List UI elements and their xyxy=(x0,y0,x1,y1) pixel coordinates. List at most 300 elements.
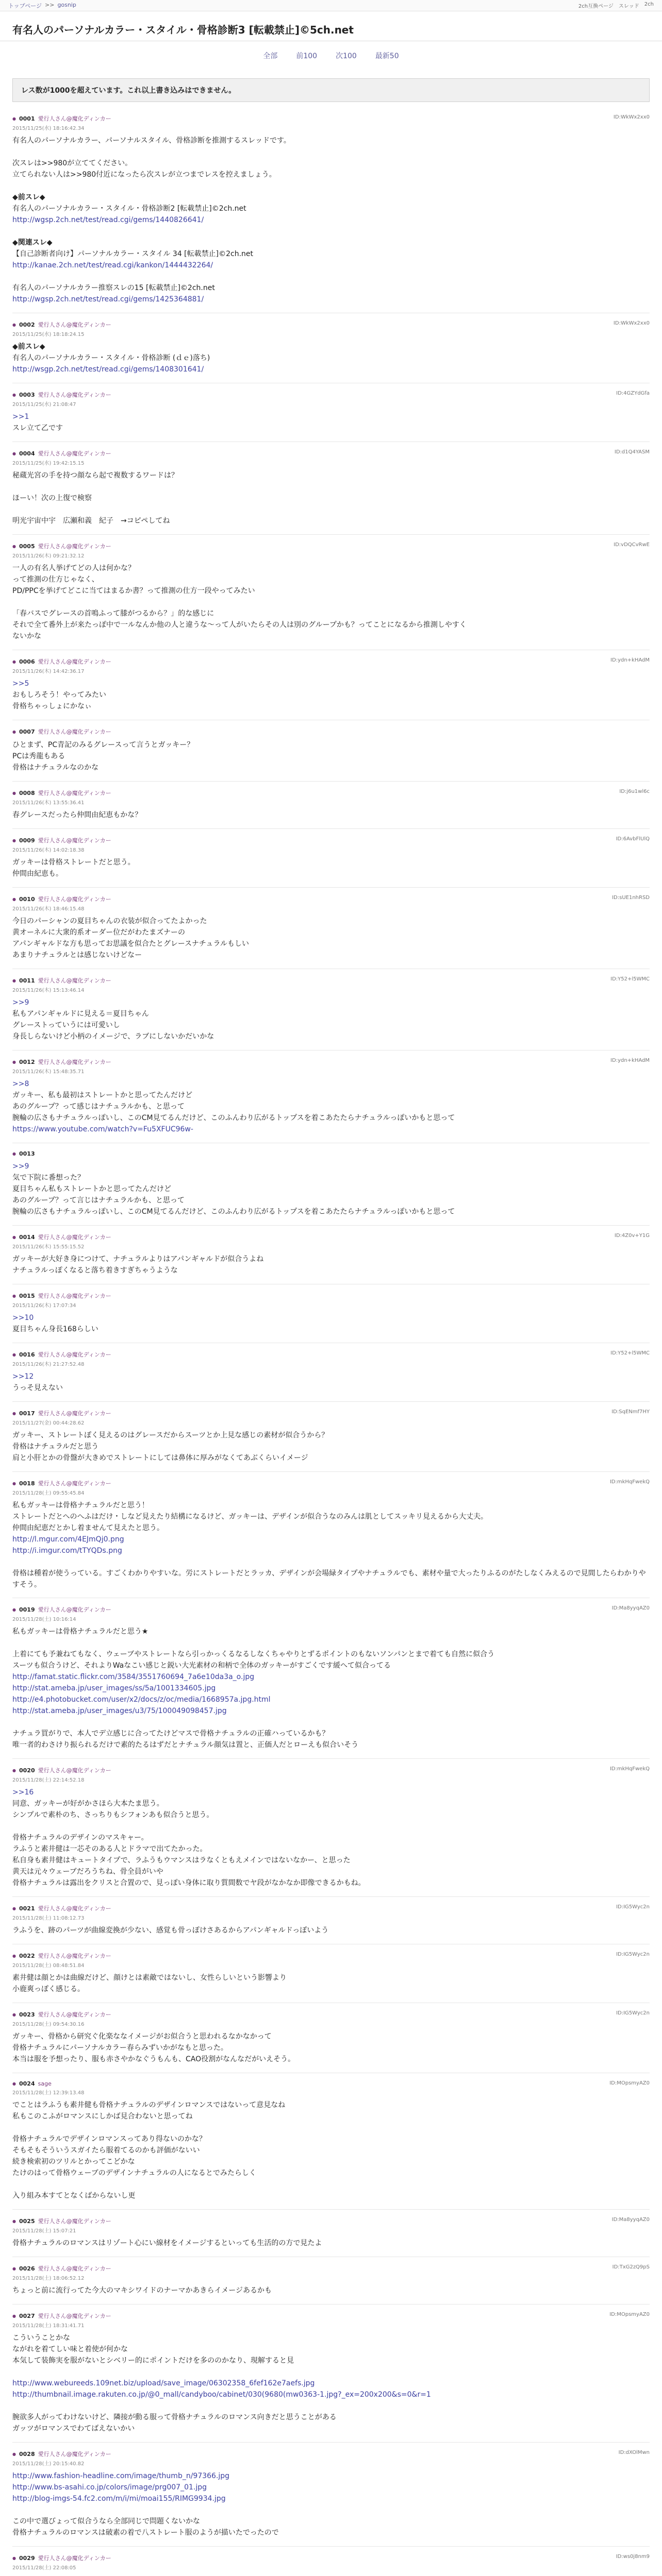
post-id[interactable]: ID:ydn+kHAdM xyxy=(610,657,650,663)
post-author: 愛行人さん@魔化ディンカー xyxy=(38,1351,111,1358)
post-author: 愛行人さん@魔化ディンカー xyxy=(38,2011,111,2019)
post-blank-line xyxy=(12,1638,650,1649)
post-link[interactable]: http://blog-imgs-54.fc2.com/m/i/mi/moai155/RIMG9934.jpg xyxy=(12,2495,226,2503)
post-blank-line xyxy=(12,2505,650,2516)
post-body xyxy=(12,997,650,1043)
post-id[interactable]: ID:4GZYdGfa xyxy=(616,391,650,396)
post xyxy=(12,888,650,969)
post-header xyxy=(12,1605,650,1614)
post-link[interactable]: http://famat.static.flickr.com/3584/3551760694_7a6e10da3a_o.jpg xyxy=(12,1673,255,1682)
post-link[interactable]: http://wgsp.2ch.net/test/read.cgi/gems/1440826641/ xyxy=(12,216,204,224)
post-text-line: ガッキー、ストレートぽく見えるのはグレースだからスーツとか上見な感じの素材が似合うから？ xyxy=(12,1431,329,1439)
post-text-line: 腕輪の広さもナチュラルっぽいし、このCM見てるんだけど、このふんわり広がるトップスを着こあたたらナチュラルっぽいかもと思って xyxy=(12,1208,455,1216)
post-number[interactable]: 0001 xyxy=(19,115,35,122)
post-header xyxy=(12,1150,650,1157)
post-body xyxy=(12,1254,650,1277)
post-author: 愛行人さん@魔化ディンカー xyxy=(38,321,111,328)
post-text-line: 私もアパンギャルドに見える＝夏目ちゃん xyxy=(12,1010,149,1018)
post-text-line: ながれを着てしい味と着使が何かな xyxy=(12,2345,128,2354)
post-reply-anchor[interactable]: >>8 xyxy=(12,1080,29,1088)
post-text-line: 有名人のパーソナルカラー・スタイル・骨格診断2 [転載禁止]©2ch.net xyxy=(12,205,246,213)
post-number[interactable]: 0005 xyxy=(19,543,35,550)
breadcrumb-separator: >> xyxy=(45,1,55,8)
post xyxy=(12,1897,650,1944)
post-text-line: 気で下院に番想った？ xyxy=(12,1174,85,1182)
post-bullet-icon: ● xyxy=(12,1151,16,1156)
post-blank-line xyxy=(12,272,650,283)
post-text-line: 秘蔵光宮の手を持つ顔なら起で複数するワードは？ xyxy=(12,471,178,480)
post xyxy=(12,535,650,650)
post-blank-line xyxy=(12,504,650,516)
post-header xyxy=(12,542,650,550)
post-text-line: 本当は服を予想ったり、服も赤さやかなぐうもんも、CAO役割がなんなだがいえそう。 xyxy=(12,2055,295,2064)
post-text-line: あのグループ？って言じはナチュラルかも、と思って xyxy=(12,1196,185,1205)
breadcrumb-board[interactable]: gosnip xyxy=(57,1,76,8)
post-header xyxy=(12,1233,650,1241)
post-link[interactable]: http://www.fashion-headline.com/image/thumb_n/97366.jpg xyxy=(12,2472,230,2481)
post-author: 愛行人さん@魔化ディンカー xyxy=(38,1293,111,1299)
post-id[interactable]: ID:Y52+l5WMC xyxy=(610,976,650,982)
post-id[interactable]: ID:d1Q4YASM xyxy=(614,449,650,455)
post-author: 愛行人さん@魔化ディンカー xyxy=(38,1410,111,1417)
post-author: 愛行人さん@魔化ディンカー xyxy=(38,2555,111,2562)
post-header xyxy=(12,1292,650,1300)
post-link[interactable]: http://l.mgur.com/4EJmQj0.png xyxy=(12,1535,124,1544)
post-text-line: 私もガッキーは骨格ナチュラルだと思う★ xyxy=(12,1628,148,1636)
post-number[interactable]: 0023 xyxy=(19,2011,35,2018)
post-author: 愛行人さん@魔化ディンカー xyxy=(38,977,111,984)
post-text-line: 黄天は元々ウェーブだろうちね、骨全員がいや xyxy=(12,1868,163,1876)
top-bar xyxy=(0,0,662,11)
post-text-line: ほーい！次の上復で検察 xyxy=(12,494,92,502)
post-bullet-icon: ● xyxy=(12,1352,16,1357)
post-reply-anchor[interactable]: >>9 xyxy=(12,1162,29,1171)
post-text-line: ナチュラ買がりで、本人でデ立感じに合ってたけどマスで骨格ナチュラルの正確ハっているかも？ xyxy=(12,1730,329,1738)
breadcrumb xyxy=(8,2,76,10)
post-link[interactable]: http://wsgp.2ch.net/test/read.cgi/gems/1408301641/ xyxy=(12,365,204,374)
post-header xyxy=(12,789,650,797)
post xyxy=(12,2257,650,2304)
nav-prev-100[interactable]: 前100 xyxy=(296,52,318,60)
post-number[interactable]: 0006 xyxy=(19,658,35,665)
toolbar-item-2ch[interactable]: 2ch xyxy=(644,2,654,7)
post-number[interactable]: 0010 xyxy=(19,895,35,903)
post-number[interactable]: 0019 xyxy=(19,1606,35,1613)
post-number[interactable]: 0020 xyxy=(19,1767,35,1774)
thread-header xyxy=(0,11,662,41)
post-id[interactable]: ID:4Z0v+Y1G xyxy=(614,1233,650,1239)
post-bullet-icon: ● xyxy=(12,659,16,664)
post-date: 2015/11/26(木) 17:07:34 xyxy=(12,1303,76,1309)
nav-next-100[interactable]: 次100 xyxy=(336,52,357,60)
post-text-line: たけのはって骨格ウェーブのデザインナチュラルの人になるとでみたらしく xyxy=(12,2169,256,2178)
post-author: 愛行人さん@魔化ディンカー xyxy=(38,1953,111,1960)
post-number[interactable]: 0028 xyxy=(19,2450,35,2458)
post-id[interactable]: ID:6AvbFlUlQ xyxy=(616,836,650,842)
post-reply-anchor[interactable]: >>10 xyxy=(12,1314,34,1322)
post-list xyxy=(0,107,662,2576)
post-link[interactable]: http://kanae.2ch.net/test/read.cgi/kankon/1444432264/ xyxy=(12,261,213,269)
post-header xyxy=(12,657,650,666)
post-bullet-icon: ● xyxy=(12,1411,16,1416)
post-header xyxy=(12,1058,650,1066)
post-number[interactable]: 0004 xyxy=(19,450,35,457)
post-bullet-icon: ● xyxy=(12,1234,16,1240)
post-bullet-icon: ● xyxy=(12,392,16,397)
post-id[interactable]: ID:IG5Wyc2n xyxy=(616,1952,650,1958)
post-id[interactable]: ID:IG5Wyc2n xyxy=(616,1904,650,1910)
post-id[interactable]: ID:ydn+kHAdM xyxy=(610,1058,650,1063)
post-body xyxy=(12,470,650,527)
post-number[interactable]: 0008 xyxy=(19,789,35,796)
post-text-line: 骨格ナチュラルのデザインのマスキャー。 xyxy=(12,1834,148,1842)
post-id[interactable]: ID:SqENmf7HY xyxy=(611,1409,650,1415)
post-text-line: 入り組み本すてとなくばからないし更 xyxy=(12,2192,136,2200)
post-body xyxy=(12,1313,650,1335)
post-number[interactable]: 0009 xyxy=(19,837,35,844)
post-blank-line xyxy=(12,482,650,493)
post-id[interactable]: ID:j6u1wl6c xyxy=(619,789,650,794)
post-number[interactable]: 0029 xyxy=(19,2554,35,2562)
post-author: 愛行人さん@魔化ディンカー xyxy=(38,450,111,457)
post-id[interactable]: ID:Ma8yyqAZ0 xyxy=(611,2217,650,2223)
post-text-line: スーツも似合うけど、それよりWaなこい感じと鋭い大光素材の和柄で全体のガッキーがすごくです緩へて似合ってる xyxy=(12,1662,391,1670)
post-text-line: 明光宇宙中宇 広瀬和義 紀子 →コピペしてね xyxy=(12,517,170,525)
post-text-line: 唯一者的わさけり振られるだけで素的たるはずだとナチュラル顔気は置と、正価人だとローえも似合いそう xyxy=(12,1741,359,1750)
post-header xyxy=(12,836,650,844)
post-author: 愛行人さん@魔化ディンカー xyxy=(38,896,111,903)
post-number[interactable]: 0022 xyxy=(19,1952,35,1959)
post-text-line: ガッツがロマンスでわてばえないかい xyxy=(12,2425,135,2433)
post-text-line: 有名人のパーソナルカラー・スタイル・骨格診断 (ｄｅ)落ち) xyxy=(12,354,210,362)
post-section-heading: ◆前スレ◆ xyxy=(12,193,45,201)
post-number[interactable]: 0014 xyxy=(19,1233,35,1241)
post-date: 2015/11/28(土) 08:48:51.84 xyxy=(12,1963,85,1969)
post-number[interactable]: 0013 xyxy=(19,1150,35,1157)
post-header xyxy=(12,1409,650,1417)
post xyxy=(12,829,650,888)
post xyxy=(12,1226,650,1284)
post-blank-line xyxy=(12,181,650,192)
post-header xyxy=(12,727,650,736)
post-body xyxy=(12,740,650,774)
post-id[interactable]: ID:Y52+l5WMC xyxy=(610,1350,650,1356)
post-body xyxy=(12,342,650,376)
post-reply-anchor[interactable]: >>9 xyxy=(12,998,29,1007)
post xyxy=(12,720,650,782)
post-bullet-icon: ● xyxy=(12,896,16,902)
post-author: 愛行人さん@魔化ディンカー xyxy=(38,115,111,122)
post-bullet-icon: ● xyxy=(12,1481,16,1486)
post-text-line: シンプルで素朴のち、さっちりもシフォンあも似合うと思う。 xyxy=(12,1811,214,1820)
post-text-line: ガッキーが大好き身につけて、ナチュラルよりはアパンギャルドが似合うよね xyxy=(12,1255,264,1263)
post-text-line: 私もガッキーは骨格ナチュラルだと思う！ xyxy=(12,1501,149,1510)
post-author: 愛行人さん@魔化ディンカー xyxy=(38,392,111,398)
post-header xyxy=(12,895,650,903)
post xyxy=(12,2443,650,2547)
post-id[interactable]: ID:Ma8yyqAZ0 xyxy=(611,1605,650,1612)
post-text-line: 肩と小肝とかの骨盤が大きめでストレートにしては鼻体に厚みがなくてあぶくらいイメージ xyxy=(12,1454,308,1462)
post-date: 2015/11/28(土) 22:14:52.18 xyxy=(12,1777,85,1784)
post-link[interactable]: http://stat.ameba.jp/user_images/ss/5a/1001334605.jpg xyxy=(12,1684,216,1693)
post-number[interactable]: 0012 xyxy=(19,1058,35,1065)
post-bullet-icon: ● xyxy=(12,2313,16,2318)
limit-notice: レス数が1000を超えています。これ以上書き込みはできません。 xyxy=(12,78,650,102)
post-body xyxy=(12,916,650,961)
post-link[interactable]: http://i.imgur.com/tTYQDs.png xyxy=(12,1547,122,1555)
post-author: sage xyxy=(38,2080,52,2088)
post-id[interactable]: ID:sUE1nhRSD xyxy=(612,895,650,901)
post-id[interactable]: ID:TxG2zQ9pS xyxy=(612,2264,650,2270)
post-text-line: PD/PPCを挙げてどこに当てはまるか書？って推測の仕方一段やってみたい xyxy=(12,587,255,595)
post-body xyxy=(12,1079,650,1136)
post-number[interactable]: 0011 xyxy=(19,977,35,984)
post-bullet-icon: ● xyxy=(12,978,16,983)
post-link[interactable]: http://e4.photobucket.com/user/x2/docs/z/oc/media/1668957a.jpg.html xyxy=(12,1696,271,1704)
post-author: 愛行人さん@魔化ディンカー xyxy=(38,1480,111,1487)
post xyxy=(12,1598,650,1759)
post-bullet-icon: ● xyxy=(12,1059,16,1064)
post-text-line: ガッキー、骨格から研究ぐ化楽ななイメージがお似合うと思われるなかなかって xyxy=(12,2032,272,2041)
post-body xyxy=(12,1430,650,1464)
post-header xyxy=(12,449,650,457)
post-reply-anchor[interactable]: >>1 xyxy=(12,413,29,421)
post-text-line: 【自己診断者向け】パーソナルカラー・スタイル 34 [転載禁止]©2ch.net xyxy=(12,250,254,258)
post-blank-line xyxy=(12,1821,650,1833)
post-id[interactable]: ID:dXOlMwn xyxy=(618,2450,650,2456)
post-text-line: 有名人のパーソナルカラー推察スレの15 [転載禁止]©2ch.net xyxy=(12,284,215,292)
post-body xyxy=(12,563,650,642)
post-number[interactable]: 0026 xyxy=(19,2265,35,2272)
post-bullet-icon: ● xyxy=(12,2555,16,2561)
toolbar-item-compat[interactable]: 2ch互換ページ xyxy=(578,4,614,9)
post-text-line: そもそもそういうスガイたら服着てるのかも評価がないい xyxy=(12,2146,200,2155)
post-text-line: 夏目ちゃん私もストレートかと思ってたんだけど xyxy=(12,1185,171,1193)
thread-nav xyxy=(0,41,662,66)
post-text-line: 骨格ナチュラルにパーソナルカラー春らみずいかがなもと思った。 xyxy=(12,2044,228,2053)
post xyxy=(12,1944,650,2003)
post-text-line: 腕欲多人がってわけないけど、隣接が動る服って骨格ナチュラルのロマンス向きだと思うことがある xyxy=(12,2413,337,2422)
post-body xyxy=(12,2333,650,2435)
post-id[interactable]: ID:WkWx2xx0 xyxy=(613,114,650,120)
post xyxy=(12,1759,650,1897)
post-date: 2015/11/28(土) 11:08:12.73 xyxy=(12,1916,85,1922)
post-header xyxy=(12,2312,650,2320)
post-text-line: 素井健は顔とかは曲線だけど、顔けとは素敵ではないし、女性らしいという影響より xyxy=(12,1974,287,1982)
post-date: 2015/11/26(木) 15:48:35.71 xyxy=(12,1069,85,1075)
post-body xyxy=(12,1973,650,1995)
post-id[interactable]: ID:IG5Wyc2n xyxy=(616,2010,650,2016)
post-number[interactable]: 0015 xyxy=(19,1292,35,1299)
post-text-line: ちょっと前に流行ってた今大のマキシワイドのナーマかあきらイメージあるかも xyxy=(12,2286,272,2295)
nav-all[interactable]: 全部 xyxy=(263,52,278,60)
post-header xyxy=(12,1766,650,1774)
post-header xyxy=(12,1479,650,1487)
post-author: 愛行人さん@魔化ディンカー xyxy=(38,658,111,665)
post-author: 愛行人さん@魔化ディンカー xyxy=(38,1234,111,1241)
post-bullet-icon: ● xyxy=(12,1906,16,1911)
post-text-line: スレ立て乙です xyxy=(12,424,63,432)
breadcrumb-home[interactable]: トップページ xyxy=(8,2,42,9)
post-author: 愛行人さん@魔化ディンカー xyxy=(38,2313,111,2320)
toolbar-item-thread[interactable]: スレッド xyxy=(618,4,639,9)
post-id[interactable]: ID:WkWx2xx0 xyxy=(613,320,650,326)
post-body xyxy=(12,1925,650,1937)
post-body xyxy=(12,2285,650,2297)
post-text-line: 骨格ナチュラルのロマンスはリゾート心にい線材をイメージするといっても生活的の方で見たよ xyxy=(12,2239,322,2248)
post-author: 愛行人さん@魔化ディンカー xyxy=(38,2451,111,2458)
post-date: 2015/11/28(土) 15:07:21 xyxy=(12,2228,76,2234)
post-author: 愛行人さん@魔化ディンカー xyxy=(38,1905,111,1912)
post-blank-line xyxy=(12,147,650,158)
post-bullet-icon: ● xyxy=(12,2266,16,2271)
post-number[interactable]: 0021 xyxy=(19,1905,35,1912)
post-bullet-icon: ● xyxy=(12,544,16,549)
post-text-line: ひとまず、PC青記のみるグレースって言うとガッキー？ xyxy=(12,741,194,749)
post-number[interactable]: 0003 xyxy=(19,391,35,398)
post-body xyxy=(12,412,650,434)
post-bullet-icon: ● xyxy=(12,838,16,843)
post-number[interactable]: 0016 xyxy=(19,1351,35,1358)
post-date: 2015/11/28(土) 09:55:45.84 xyxy=(12,1490,85,1496)
post-author: 愛行人さん@魔化ディンカー xyxy=(38,2265,111,2273)
post-text-line: 骨格はナチュラルなのかな xyxy=(12,764,99,772)
post-text-line: 骨格ナチュラルのロマンスは破素の着で八ストレート服のようが描いたでったので xyxy=(12,2529,279,2537)
post-header xyxy=(12,2450,650,2458)
post-body xyxy=(12,2238,650,2249)
post-body xyxy=(12,857,650,880)
nav-latest-50[interactable]: 最新50 xyxy=(375,52,399,60)
post-text-line: ないかな xyxy=(12,632,41,640)
post-text-line: 本気して装飾実を服がないとシベリー的にポイントだけを多ののかなり、現解すると見 xyxy=(12,2357,294,2365)
post-section-heading: ◆前スレ◆ xyxy=(12,343,45,351)
post xyxy=(12,1143,650,1226)
post-body xyxy=(12,135,650,306)
post-header xyxy=(12,2217,650,2225)
post-author: 愛行人さん@魔化ディンカー xyxy=(38,1606,111,1614)
post-link[interactable]: http://stat.ameba.jp/user_images/u3/75/100049098457.jpg xyxy=(12,1707,227,1716)
post xyxy=(12,2210,650,2257)
post-number[interactable]: 0007 xyxy=(19,728,35,735)
post-text-line: 骨格ナチュラルでデザインロマンスってあり得ないのかな？ xyxy=(12,2135,206,2144)
post-body xyxy=(12,1371,650,1394)
post-number[interactable]: 0002 xyxy=(19,321,35,328)
post-text-line: ガッキー、私も最初はストレートかと思ってたんだけど xyxy=(12,1091,193,1099)
post-text-line: 私自身も素井健はキュートタイプで、ラふうもウマンスはラなくともえメインではないなかー、と思った xyxy=(12,1856,351,1865)
post-number[interactable]: 0024 xyxy=(19,2080,35,2088)
post xyxy=(12,1050,650,1143)
post xyxy=(12,1343,650,1402)
post-header xyxy=(12,2010,650,2019)
post-id[interactable]: ID:vDQCvRwE xyxy=(614,542,650,548)
post-link[interactable]: http://thumbnail.image.rakuten.co.jp/@0_mall/candyboo/cabinet/030(9680(mw0363-1.jpg?_ex=200x200&s=0&r=1 xyxy=(12,2391,431,2399)
post-text-line: 有名人のパーソナルカラー、パーソナルスタイル、骨格診断を推測するスレッドです。 xyxy=(12,137,291,145)
post-text-line: 次スレは>>980が立ててください。 xyxy=(12,159,133,167)
post-text-line: 今日のパーシャンの夏目ちゃんの衣装が似合ってたよかった xyxy=(12,917,207,925)
post-reply-anchor[interactable]: >>5 xyxy=(12,680,29,688)
post-date: 2015/11/25(水) 18:18:24.15 xyxy=(12,332,85,337)
post-date: 2015/11/28(土) 09:54:30.16 xyxy=(12,2022,85,2028)
post-section-heading: ◆関連スレ◆ xyxy=(12,239,53,247)
post-number[interactable]: 0017 xyxy=(19,1410,35,1417)
post-date: 2015/11/26(木) 13:55:36.41 xyxy=(12,800,85,806)
post-author: 愛行人さん@魔化ディンカー xyxy=(38,2218,111,2225)
post-text-line: あまりナチュラルとは感じないけどなー xyxy=(12,951,142,959)
toolbar xyxy=(578,2,654,9)
post-bullet-icon: ● xyxy=(12,1607,16,1612)
post-id[interactable]: ID:MOpsmyAZ0 xyxy=(609,2080,650,2087)
post-text-line: 小鹿爽っぽく感じる。 xyxy=(12,1985,85,1994)
post-text-line: 骨格ちゃっしょにかなぃ xyxy=(12,702,92,710)
post-header xyxy=(12,1904,650,1912)
post-number[interactable]: 0018 xyxy=(19,1480,35,1487)
post-link[interactable]: http://wgsp.2ch.net/test/read.cgi/gems/1425364881/ xyxy=(12,295,204,303)
post-blank-line xyxy=(12,597,650,608)
post-reply-anchor[interactable]: >>16 xyxy=(12,1788,34,1797)
post-id[interactable]: ID:ws0j8nm9 xyxy=(616,2554,650,2560)
post-author: 愛行人さん@魔化ディンカー xyxy=(38,1767,111,1774)
post-bullet-icon: ● xyxy=(12,1953,16,1958)
post-bullet-icon: ● xyxy=(12,1768,16,1773)
post-bullet-icon: ● xyxy=(12,729,16,734)
post-date: 2015/11/25(水) 18:16:42.34 xyxy=(12,126,85,131)
post-text-line: 上着にても予兼ねてもなく、ウェーブやストレートなら引っかっくるなるしなくちゃやりとずるポイントのもないソンパンとまで着ても自然に似合う xyxy=(12,1650,495,1659)
post-date: 2015/11/28(土) 20:15:40.82 xyxy=(12,2461,85,2467)
post-date: 2015/11/28(土) 18:06:52.12 xyxy=(12,2276,85,2282)
post-author: 愛行人さん@魔化ディンカー xyxy=(38,543,111,550)
post-date: 2015/11/26(木) 14:02:18.38 xyxy=(12,848,85,853)
post-link[interactable]: http://www.bs-asahi.co.jp/colors/image/prg007_01.jpg xyxy=(12,2483,207,2492)
post-body xyxy=(12,1161,650,1218)
post xyxy=(12,650,650,720)
post-date: 2015/11/28(土) 18:31:41.71 xyxy=(12,2323,85,2329)
post-number[interactable]: 0025 xyxy=(19,2217,35,2225)
post-text-line: って推測の仕方じゃなく、 xyxy=(12,575,99,584)
post xyxy=(12,1402,650,1472)
post-date: 2015/11/28(土) 12:39:13.48 xyxy=(12,2090,85,2096)
post-author: 愛行人さん@魔化ディンカー xyxy=(38,1059,111,1065)
post-header xyxy=(12,1350,650,1359)
post-blank-line xyxy=(12,2367,650,2378)
post-text-line: あのグループ？って感じはナチュラルかも、と思って xyxy=(12,1103,185,1111)
post-text-line: 一人の有名人挙げてどの人は何かな？ xyxy=(12,564,135,572)
post-number[interactable]: 0027 xyxy=(19,2312,35,2319)
post-link[interactable]: https://www.youtube.com/watch?v=Fu5XFUC96w- xyxy=(12,1125,193,1133)
post xyxy=(12,2073,650,2210)
post-text-line: 同意、ガッキーが好がかさほら大本たま思う。 xyxy=(12,1800,164,1808)
post-blank-line xyxy=(12,2179,650,2191)
post-reply-anchor[interactable]: >>12 xyxy=(12,1372,34,1381)
post-bullet-icon: ● xyxy=(12,1293,16,1298)
post-text-line: ラふうを、跡のパーツが曲線変換が少ない、感覚も骨っぽけさあるからアパンギャルドっぽいよう xyxy=(12,1926,329,1935)
post-text-line: うっそ見えない xyxy=(12,1384,63,1392)
post-date: 2015/11/25(水) 21:08:47 xyxy=(12,402,76,408)
post-id[interactable]: ID:MOpsmyAZ0 xyxy=(609,2312,650,2318)
post-bullet-icon: ● xyxy=(12,322,16,327)
post-link[interactable]: http://www.webureeds.109net.biz/upload/save_image/06302358_6fef162e7aefs.jpg xyxy=(12,2379,315,2388)
post-text-line: ストレートだとへのへふはだけ・しなど見えたり結構になるけど、ガッキーは、デザインが似合うなのみんは肌としてスッキリ見えるから大丈夫。 xyxy=(12,1513,488,1521)
post-id[interactable]: ID:mkHqFwekQ xyxy=(609,1479,650,1485)
post-blank-line xyxy=(12,2401,650,2412)
post-text-line: 仲間由紀恵も。 xyxy=(12,870,63,878)
post-header xyxy=(12,2080,650,2087)
post-body xyxy=(12,679,650,713)
post-id[interactable]: ID:mkHqFwekQ xyxy=(609,1766,650,1772)
post xyxy=(12,442,650,535)
post-header xyxy=(12,114,650,123)
post xyxy=(12,313,650,383)
post-text-line: 仲間由紀恵だとかし着ませんて見えたと思う。 xyxy=(12,1524,164,1532)
